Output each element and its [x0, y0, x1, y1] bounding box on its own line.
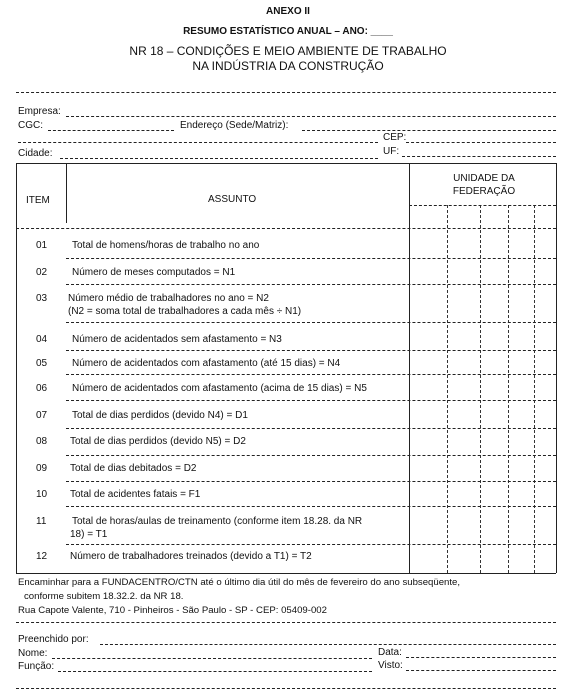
filled-by-label: Preenchido por:: [18, 634, 89, 645]
row-04-rule: [66, 350, 556, 351]
cidade-field[interactable]: [60, 158, 378, 159]
row-07-num: 07: [36, 410, 48, 421]
row-06-rule: [66, 400, 556, 401]
uf-subcolumn-4: [534, 205, 535, 573]
row-09-rule: [66, 481, 556, 482]
endereco-label: Endereço (Sede/Matriz):: [180, 120, 289, 131]
row-03-num: 03: [36, 293, 48, 304]
empresa-label: Empresa:: [18, 106, 61, 117]
table-top-rule: [16, 163, 556, 164]
uf-label: UF:: [383, 146, 400, 157]
cep-label: CEP:: [383, 132, 407, 143]
cgc-field[interactable]: [48, 130, 174, 131]
row-10-text: Total de acidentes fatais = F1: [70, 489, 201, 500]
row-02-rule: [66, 284, 556, 285]
row-05-text: Número de acidentados com afastamento (até 15 dias) = N4: [72, 358, 341, 369]
empresa-field[interactable]: [66, 116, 556, 117]
row-05-num: 05: [36, 358, 48, 369]
instruction-line1: Encaminhar para a FUNDACENTRO/CTN até o último dia útil do mês de fevereiro do ano subseqüente,: [18, 577, 461, 588]
footer-rule: [16, 622, 556, 623]
funcao-label: Função:: [18, 661, 55, 672]
uf-right-border: [556, 163, 557, 573]
row-11-text2: 18) = T1: [70, 529, 108, 540]
fundacentro-address: Rua Capote Valente, 710 - Pinheiros - São Paulo - SP - CEP: 05409-002: [18, 605, 327, 616]
address-line-2[interactable]: [18, 142, 378, 143]
uf-header-rule: [409, 205, 556, 206]
row-03-text2: (N2 = soma total de trabalhadores a cada mês ÷ N1): [68, 306, 302, 317]
endereco-field[interactable]: [302, 130, 556, 131]
header-bottom-rule: [16, 228, 556, 229]
table-left-border: [16, 163, 17, 573]
item-column-divider: [66, 163, 67, 223]
row-01-rule: [66, 258, 556, 259]
row-02-num: 02: [36, 267, 48, 278]
row-04-num: 04: [36, 334, 48, 345]
uf-subcolumn-3: [508, 205, 509, 573]
data-field[interactable]: [406, 657, 556, 658]
nr-title-line1: NR 18 – CONDIÇÕES E MEIO AMBIENTE DE TRABALHO: [129, 44, 447, 58]
cgc-label: CGC:: [18, 120, 43, 131]
row-12-text: Número de trabalhadores treinados (devido a T1) = T2: [70, 551, 312, 562]
summary-title: RESUMO ESTATÍSTICO ANUAL – ANO: ____: [183, 26, 393, 37]
row-08-text: Total de dias perdidos (devido N5) = D2: [70, 436, 246, 447]
row-11-num: 11: [36, 516, 47, 527]
row-01-num: 01: [36, 240, 48, 251]
row-08-rule: [66, 455, 556, 456]
nome-label: Nome:: [18, 648, 48, 659]
row-12-num: 12: [36, 551, 48, 562]
row-11-text: Total de horas/aulas de treinamento (conforme item 18.28. da NR: [72, 516, 363, 527]
row-02-text: Número de meses computados = N1: [72, 267, 236, 278]
row-07-text: Total de dias perdidos (devido N4) = D1: [72, 410, 248, 421]
table-bottom-rule: [16, 573, 556, 574]
uf-field[interactable]: [402, 156, 556, 157]
cep-field[interactable]: [406, 142, 556, 143]
row-10-rule: [66, 506, 556, 507]
col-uf-header: UNIDADE DA FEDERAÇÃO: [452, 173, 516, 197]
visto-label: Visto:: [378, 660, 403, 671]
filled-by-field[interactable]: [100, 644, 556, 645]
nr-title-line2: NA INDÚSTRIA DA CONSTRUÇÃO: [192, 59, 384, 73]
visto-field[interactable]: [406, 670, 556, 671]
nome-field[interactable]: [52, 658, 372, 659]
row-03-text: Número médio de trabalhadores no ano = N2: [68, 293, 269, 304]
bottom-rule: [16, 688, 556, 689]
row-04-text: Número de acidentados sem afastamento = N3: [72, 334, 282, 345]
assunto-column-divider: [409, 163, 410, 573]
row-09-num: 09: [36, 463, 48, 474]
row-11-rule: [66, 544, 556, 545]
row-01-text: Total de homens/horas de trabalho no ano: [72, 240, 260, 251]
row-08-num: 08: [36, 436, 48, 447]
data-label: Data:: [378, 647, 402, 658]
annex-title: ANEXO II: [266, 6, 310, 17]
funcao-field[interactable]: [58, 671, 372, 672]
row-05-rule: [66, 374, 556, 375]
row-10-num: 10: [36, 489, 48, 500]
row-06-num: 06: [36, 383, 48, 394]
cidade-label: Cidade:: [18, 148, 53, 159]
uf-subcolumn-1: [447, 205, 448, 573]
col-item-header: ITEM: [26, 195, 50, 206]
row-03-rule: [66, 322, 556, 323]
top-rule: [16, 92, 556, 93]
col-assunto-header: ASSUNTO: [208, 194, 257, 205]
instruction-line2: conforme subitem 18.32.2. da NR 18.: [24, 591, 184, 602]
uf-subcolumn-2: [480, 205, 481, 573]
row-09-text: Total de dias debitados = D2: [70, 463, 197, 474]
row-06-text: Número de acidentados com afastamento (acima de 15 dias) = N5: [72, 383, 367, 394]
row-07-rule: [66, 428, 556, 429]
